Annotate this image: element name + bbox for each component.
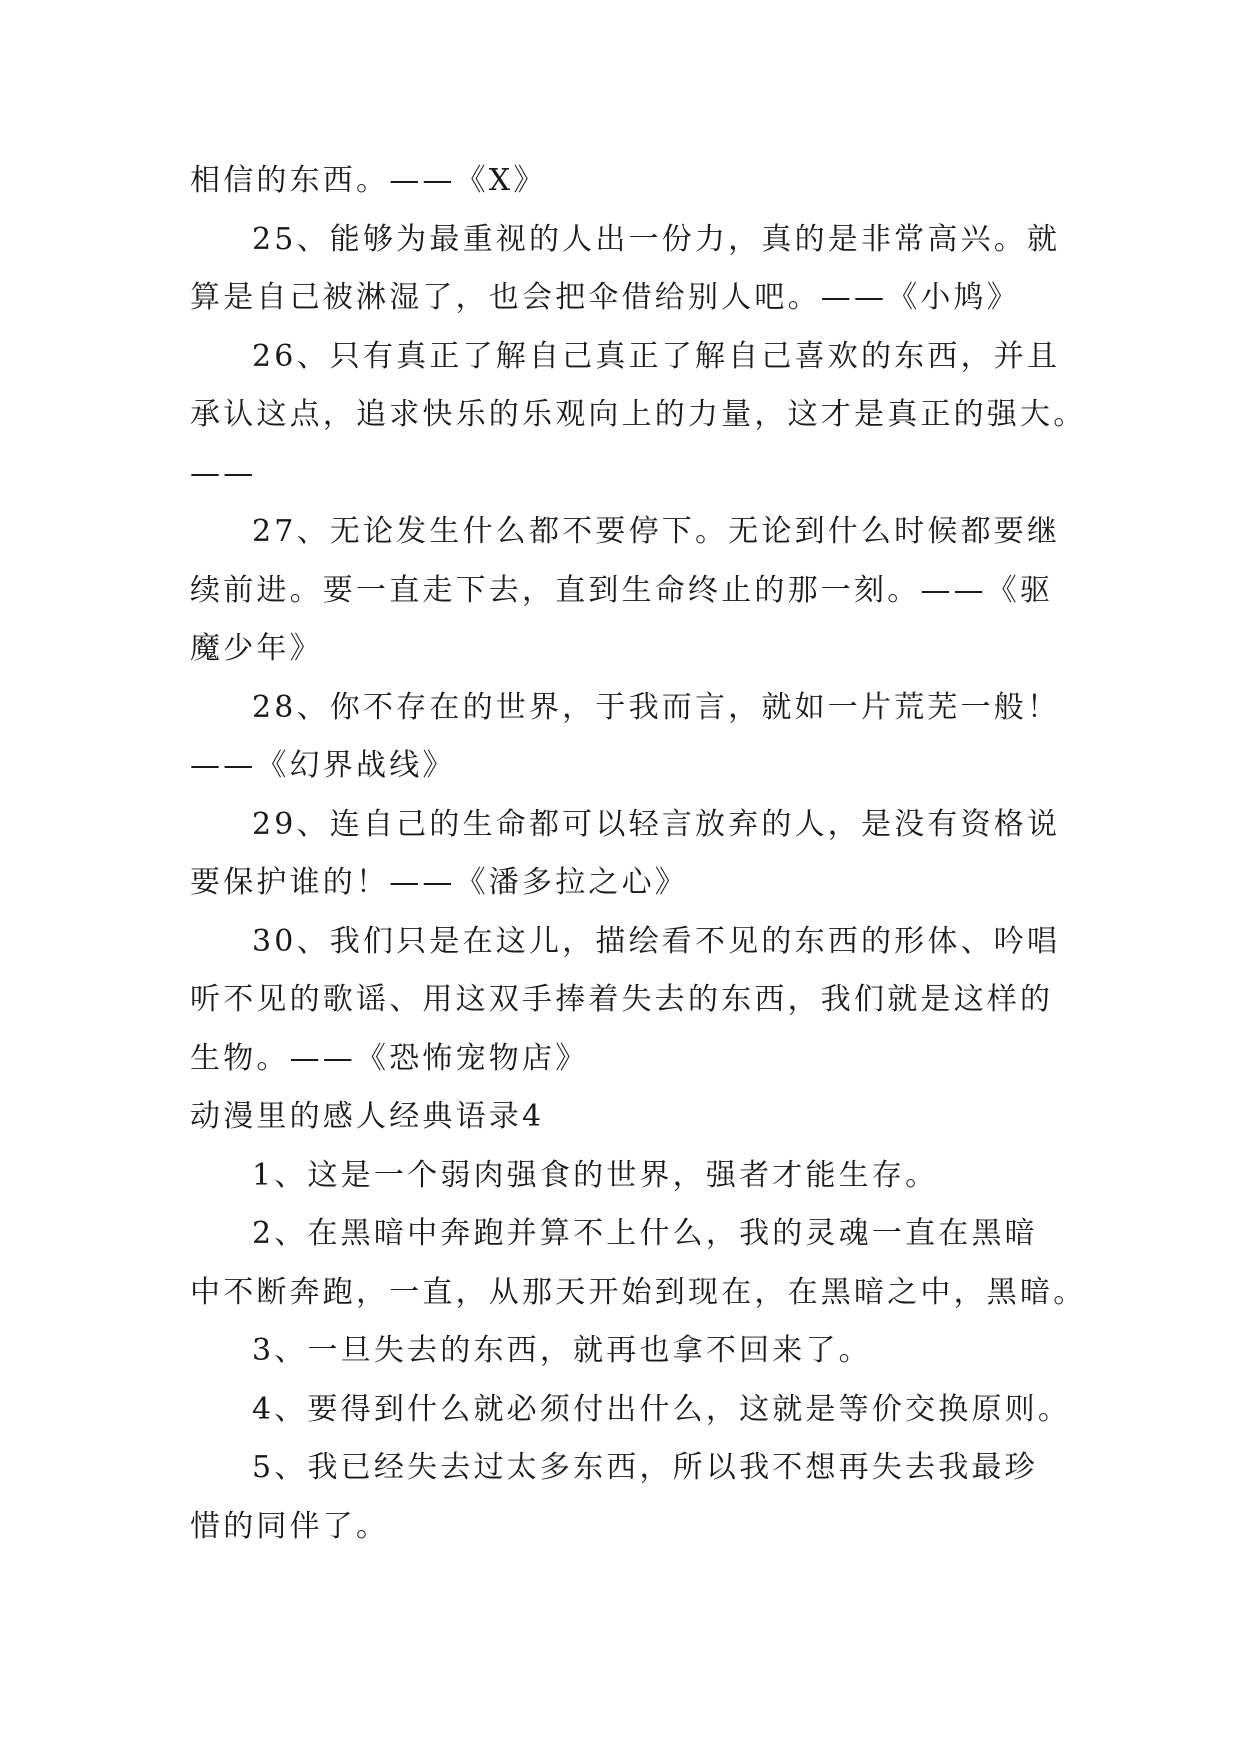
quote-3-line-1: 3、一旦失去的东西，就再也拿不回来了。 <box>252 1333 872 1368</box>
quote-30-line-3: 生物。——《恐怖宠物店》 <box>190 1040 589 1076</box>
quote-25-line-1: 25、能够为最重视的人出一份力，真的是非常高兴。就 <box>252 221 1061 257</box>
quote-29-line-1: 29、连自己的生命都可以轻言放弃的人，是没有资格说 <box>252 806 1061 842</box>
document-body <box>190 152 1087 1556</box>
quote-4-line-1: 4、要得到什么就必须付出什么，这就是等价交换原则。 <box>252 1391 1072 1427</box>
quote-5-line-1: 5、我已经失去过太多东西，所以我不想再失去我最珍 <box>252 1450 1038 1485</box>
quote-26-line-2: 承认这点，追求快乐的乐观向上的力量，这才是真正的强大。 <box>190 397 1087 432</box>
quote-27-line-3: 魔少年》 <box>190 631 323 666</box>
quote-28-line-1: 28、你不存在的世界，于我而言，就如一片荒芜一般！ <box>252 689 1061 725</box>
quote-30-line-2: 听不见的歌谣、用这双手捧着失去的东西，我们就是这样的 <box>190 982 1054 1017</box>
quote-29-line-2: 要保护谁的！——《潘多拉之心》 <box>190 865 688 900</box>
text-line: 相信的东西。——《X》 <box>190 163 547 198</box>
quote-1-line-1: 1、这是一个弱肉强食的世界，强者才能生存。 <box>252 1157 939 1193</box>
quote-26-line-3: —— <box>190 455 257 491</box>
quote-28-line-2: ——《幻界战线》 <box>190 748 456 783</box>
quote-27-line-1: 27、无论发生什么都不要停下。无论到什么时候都要继 <box>252 514 1061 549</box>
quote-2-line-2: 中不断奔跑，一直，从那天开始到现在，在黑暗之中，黑暗。 <box>190 1274 1087 1310</box>
quote-26-line-1: 26、只有真正了解自己真正了解自己喜欢的东西，并且 <box>252 338 1061 374</box>
quote-25-line-2: 算是自己被淋湿了，也会把伞借给别人吧。——《小鸠》 <box>190 280 1020 315</box>
quote-5-line-2: 惜的同伴了。 <box>190 1508 390 1544</box>
section-heading: 动漫里的感人经典语录4 <box>190 1099 545 1134</box>
quote-2-line-1: 2、在黑暗中奔跑并算不上什么，我的灵魂一直在黑暗 <box>252 1216 1038 1251</box>
quote-30-line-1: 30、我们只是在这儿，描绘看不见的东西的形体、吟唱 <box>252 923 1061 959</box>
quote-27-line-2: 续前进。要一直走下去，直到生命终止的那一刻。——《驱 <box>190 572 1054 608</box>
